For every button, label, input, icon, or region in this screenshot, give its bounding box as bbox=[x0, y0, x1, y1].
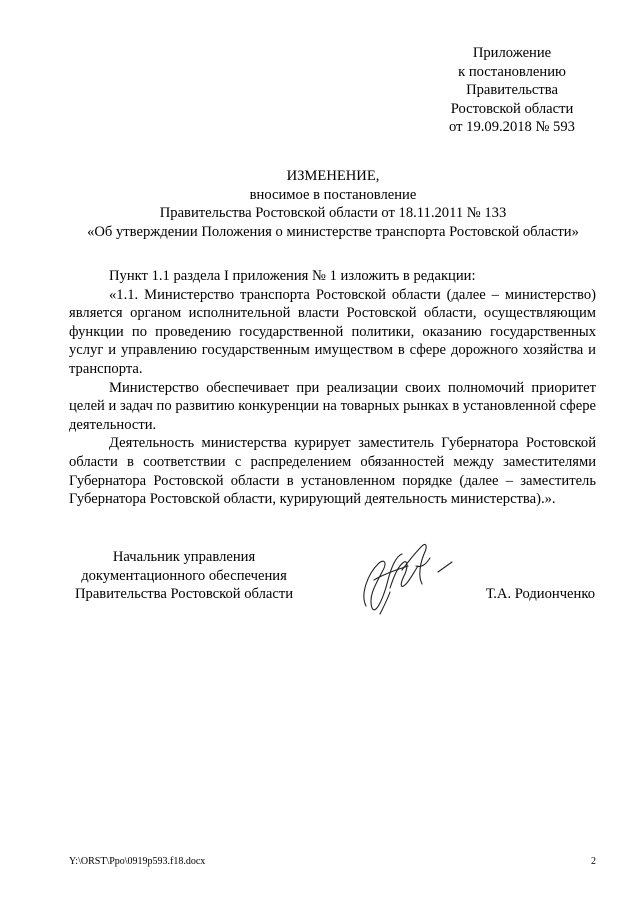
body-paragraph: «1.1. Министерство транспорта Ростовской области (далее – министерство) является органом исполнительной власти Ростовской области, осуществляющим функции по проведению государственной политики, оказанию государственных услуг и управлению государственным имуществом в сфере дорожного хозяйства и транспорта. bbox=[69, 286, 596, 377]
appendix-line: от 19.09.2018 № 593 bbox=[449, 119, 575, 136]
title-line: Правительства Ростовской области от 18.11.2011 № 133 bbox=[159, 205, 507, 222]
handwritten-signature bbox=[338, 536, 460, 620]
document-body bbox=[69, 267, 596, 509]
page-number: 2 bbox=[591, 856, 596, 867]
footer-file-path: Y:\ORST\Ppo\0919p593.f18.docx bbox=[69, 856, 206, 867]
appendix-line: Правительства bbox=[466, 82, 558, 99]
body-paragraph: Деятельность министерства курирует заместитель Губернатора Ростовской области в соответствии с распределением обязанностей между заместителями Губернатора Ростовской области в установленном порядке (далее – заместитель Губернатора Ростовской области, курирующий деятельность министерства).». bbox=[69, 435, 596, 508]
position-line: Правительства Ростовской области bbox=[74, 586, 294, 603]
document-title bbox=[40, 167, 626, 241]
position-line: Начальник управления bbox=[112, 549, 256, 565]
appendix-line: Ростовской области bbox=[450, 100, 574, 117]
body-paragraph: Пункт 1.1 раздела I приложения № 1 изложить в редакции: bbox=[109, 268, 476, 284]
appendix-line: к постановлению bbox=[458, 63, 566, 80]
appendix-line: Приложение bbox=[472, 45, 552, 61]
title-line: ИЗМЕНЕНИЕ, bbox=[286, 168, 380, 184]
title-line: «Об утверждении Положения о министерстве транспорта Ростовской области» bbox=[87, 223, 579, 240]
position-line: документационного обеспечения bbox=[81, 567, 287, 584]
body-paragraph: Министерство обеспечивает при реализации своих полномочий приоритет целей и задач по развитию конкуренции на товарных рынках в установленной сфере деятельности. bbox=[69, 379, 596, 433]
title-line: вносимое в постановление bbox=[249, 186, 417, 203]
signatory-position bbox=[68, 548, 300, 604]
appendix-header bbox=[400, 44, 624, 137]
signer-name: Т.А. Родионченко bbox=[485, 586, 595, 602]
